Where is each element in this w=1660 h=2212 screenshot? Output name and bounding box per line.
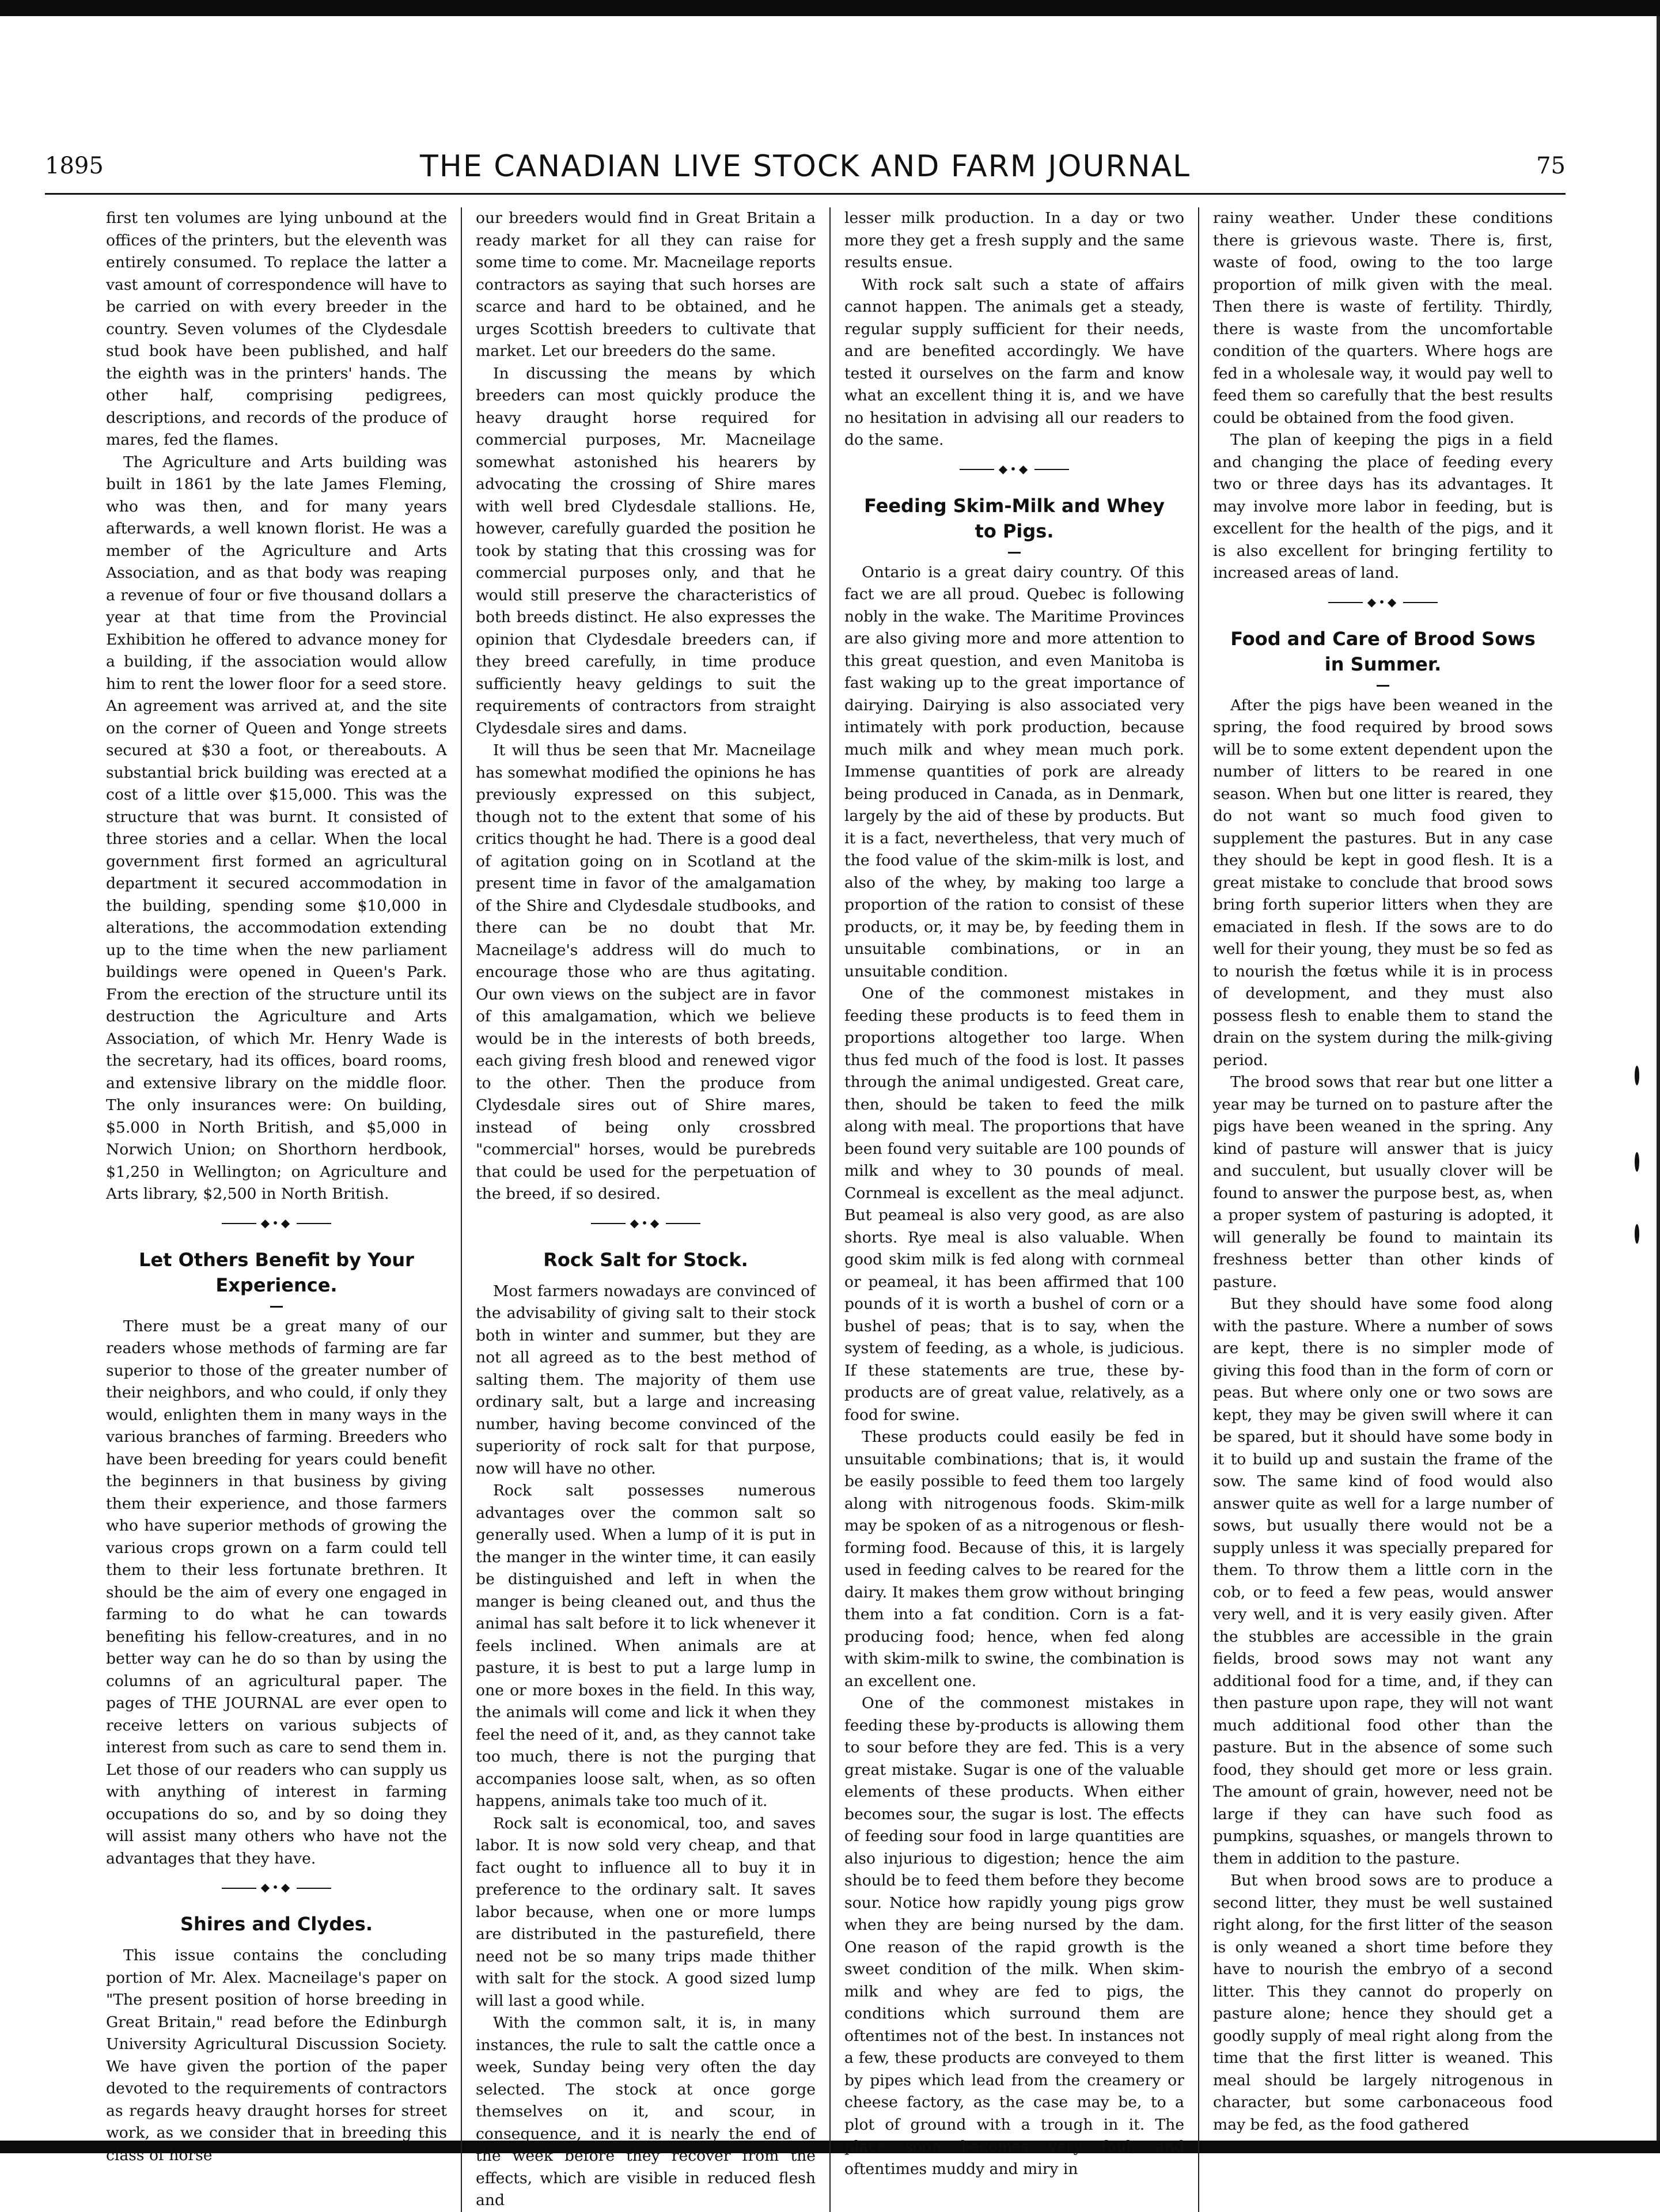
paragraph: It will thus be seen that Mr. Macneilage has somewhat modified the opinions he has previously expressed on this subject, though not to the extent that some of his critics thought he had. There is a good deal of agitation going on in Scotland at the present time in favor of the amalgamation of the Shire and Clydesdale studbooks, and there can be no doubt that Mr. Macneilage's address will do much to encourage those who are thus agitating. Our own views on the subject are in favor of this amalgamation, which we believe would be in the interests of both breeds, each giving fresh blood and renewed vigor to the other. Then the produce from Clydesdale sires out of Shire mares, instead of being only crossbred "commercial" horses, would be purebreds that could be used for the perpetuation of the breed, if so desired. (476, 741, 816, 1203)
section-divider: ◆•◆ (476, 1211, 816, 1234)
page-number: 75 (1536, 153, 1566, 179)
title-underline (1008, 552, 1021, 554)
issue-year: 1895 (45, 153, 104, 179)
section-divider: ◆•◆ (1213, 590, 1553, 613)
paragraph: In discussing the means by which breeders can most quickly produce the heavy draught horse required for commercial purposes, Mr. Macneilage somewhat astonished his hearers by advocating the crossing of Shire mares with well bred Clydesdale stallions. He, however, carefully guarded the position he took by stating that this crossing was for commercial purposes only, and that he would still preserve the characteristics of both breeds distinct. He also expresses the opinion that Clydesdale breeders can, if they breed carefully, in time produce sufficiently heavy geldings to suit the requirements of contractors from straight Clydesdale sires and dams. (476, 364, 816, 737)
page-header (45, 147, 1566, 195)
paragraph: There must be a great many of our readers whose methods of farming are far superior to those of the greater number of their neighbors, and who could, if only they would, enlighten them in many ways in the various branches of farming. Breeders who have been breeding for years could benefit the beginners in that business by giving them their experience, and those farmers who have superior methods of growing the various crops grown on a farm could tell them to their less fortunate brethren. It should be the aim of every one engaged in farming to do what he can towards benefiting his fellow-creatures, and in no better way can he do so than by using the columns of an agricultural paper. The pages of THE JOURNAL are ever open to receive letters on various subjects of interest from such as care to send them in. Let those of our readers who can supply us with anything of interest in farming occupations do so, and by so doing they will assist many others who have not the advantages that they have. (106, 1317, 447, 1868)
paragraph: After the pigs have been weaned in the spring, the food required by brood sows will be to some extent dependent upon the number of litters to be reared in one season. When but one litter is reared, they do not want so much food given to supplement the pastures. But in any case they should be kept in good flesh. It is a great mistake to conclude that brood sows bring forth superior litters when they are emaciated in flesh. If the sows are to do well for their young, they must be so fed as to nourish the fœtus while it is in process of development, and they must also possess flesh to enable them to stand the drain on the system during the milk-giving period. (1213, 696, 1553, 1069)
paragraph: our breeders would find in Great Britain a ready market for all they can raise for some time to come. Mr. Macneilage reports contractors as saying that such horses are scarce and hard to be obtained, and he urges Scottish breeders to cultivate that market. Let our breeders do the same. (476, 209, 816, 360)
paragraph: These products could easily be fed in unsuitable combinations; that is, it would be easily possible to feed them too largely along with nitrogenous foods. Skim-milk may be spoken of as a nitrogenous or flesh-forming food. Because of this, it is largely used in feeding calves to be reared for the dairy. It makes them grow without bringing them into a fat condition. Corn is a fat-producing food; hence, when fed along with skim-milk to swine, the combination is an excellent one. (844, 1428, 1184, 1690)
article-title: Feeding Skim-Milk and Whey to Pigs. (864, 494, 1165, 542)
paragraph: One of the commonest mistakes in feeding these by-products is allowing them to sour before they are fed. This is a very great mistake. Sugar is one of the valuable elements of these products. When either becomes sour, the sugar is lost. The effects of feeding sour food in large quantities are also injurious to digestion; hence the aim should be to feed them before they become sour. Notice how rapidly young pigs grow when they are being nursed by the dam. One reason of the rapid growth is the sweet condition of the milk. When skim-milk and whey are fed to pigs, the conditions which surround them are oftentimes not of the best. In instances not a few, these products are conveyed to them by pipes which lead from the creamery or cheese factory, as the case may be, to a plot of ground with a trough in it. The place soon becomes very foul, and oftentimes muddy and miry in (844, 1694, 1184, 2178)
paragraph: first ten volumes are lying unbound at the offices of the printers, but the eleventh was entirely consumed. To replace the latter a vast amount of correspondence will have to be carried on with every breeder in the country. Seven volumes of the Clydesdale stud book have been published, and half the eighth was in the printers' hands. The other half, comprising pedigrees, descriptions, and records of the produce of mares, fed the flames. (106, 209, 447, 449)
scan-top-border (0, 0, 1660, 16)
column-3 (829, 207, 1198, 2212)
section-divider: ◆•◆ (106, 1211, 447, 1234)
ink-smudge (1635, 1224, 1639, 1244)
title-underline (270, 1306, 283, 1308)
paragraph: The brood sows that rear but one litter a year may be turned on to pasture after the pigs have been weaned in the spring. Any kind of pasture will answer that is juicy and succulent, but usually clover will be found to answer the purpose best, as, when a proper system of pasturing is adopted, it will generally be found to maintain its freshness better than other kinds of pasture. (1213, 1073, 1553, 1291)
article-title: Shires and Clydes. (180, 1913, 373, 1935)
journal-title: THE CANADIAN LIVE STOCK AND FARM JOURNAL (419, 149, 1191, 184)
paragraph: This issue contains the concluding portion of Mr. Alex. Macneilage's paper on "The present position of horse breeding in Great Britain," read before the Edinburgh University Agricultural Discussion Society. We have given the portion of the paper devoted to the requirements of contractors as regards heavy draught horses for street work, as we consider that in breeding this class of horse (106, 1946, 447, 2164)
column-2 (461, 207, 829, 2212)
column-4 (1198, 207, 1567, 2212)
article-title: Food and Care of Brood Sows in Summer. (1230, 627, 1536, 675)
paragraph: lesser milk production. In a day or two more they get a fresh supply and the same results ensue. (844, 209, 1184, 271)
paragraph: The plan of keeping the pigs in a field and changing the place of feeding every two or three days has its advantages. It may involve more labor in feeding, but is excellent for the health of the pigs, and it is also excellent for bringing fertility to increased areas of land. (1213, 431, 1553, 582)
paragraph: But when brood sows are to produce a second litter, they must be well sustained right along, for the first litter of the season is only weaned a short time before they have to nourish the embryo of a second litter. This they cannot do properly on pasture alone; hence they should get a goodly supply of meal right along from the time that the first litter is weaned. This meal should be largely nitrogenous in character, but some carbonaceous food may be fed, as the food gathered (1213, 1872, 1553, 2134)
section-divider: ◆•◆ (844, 457, 1184, 480)
paragraph: Ontario is a great dairy country. Of this fact we are all proud. Quebec is following nobly in the wake. The Maritime Provinces are also giving more and more attention to this great question, and even Manitoba is fast waking up to the great importance of dairying. Dairying is also associated very intimately with pork production, because much milk and whey mean much pork. Immense quantities of pork are already being produced in Canada, as in Denmark, largely by the aid of these by products. But it is a fact, nevertheless, that very much of the food value of the skim-milk is lost, and also of the whey, by making too large a proportion of the ration to consist of these products, or, it may be, by feeding them in unsuitable combinations, or in an unsuitable condition. (844, 563, 1184, 980)
ink-smudge (1635, 1066, 1639, 1085)
title-underline (1377, 685, 1389, 687)
article-title: Let Others Benefit by Your Experience. (139, 1248, 414, 1296)
article-title: Rock Salt for Stock. (543, 1248, 748, 1271)
paragraph: One of the commonest mistakes in feeding these products is to feed them in proportions altogether too large. When thus fed much of the food is lost. It passes through the animal undigested. Great care, then, should be taken to feed the milk along with meal. The proportions that have been found very suitable are 100 pounds of milk and whey to 30 pounds of meal. Cornmeal is excellent as the meal adjunct. But peameal is also very good, as are also shorts. Rye meal is also valuable. When good skim milk is fed along with cornmeal or peameal, it has been affirmed that 100 pounds of it is worth a bushel of corn or a bushel of peas; that is to say, when the system of feeding, as a whole, is judicious. If these statements are true, these by-products are of great value, relatively, as a food for swine. (844, 984, 1184, 1424)
paragraph: The Agriculture and Arts building was built in 1861 by the late James Fleming, who was then, and for many years afterwards, a well known florist. He was a member of the Agriculture and Arts Association, and as that body was reaping a revenue of four or five thousand dollars a year at that time from the Provincial Exhibition he offered to advance money for a building, if the association would allow him to rent the lower floor for a seed store. An agreement was arrived at, and the site on the corner of Queen and Yonge streets secured at $30 a foot, or thereabouts. A substantial brick building was erected at a cost of a little over $15,000. This was the structure that was burnt. It consisted of three stories and a cellar. When the local government first formed an agricultural department it secured accommodation in the building, spending some $10,000 in alterations, the accommodation extending up to the time when the new parliament buildings were opened in Queen's Park. From the erection of the structure until its destruction the Agriculture and Arts Association, of which Mr. Henry Wade is the secretary, had its offices, board rooms, and extensive library on the middle floor. The only insurances were: On building, $5.000 in North British, and $5,000 in Norwich Union; on Shorthorn herdbook, $1,250 in Wellington; on Agriculture and Arts library, $2,500 in North British. (106, 453, 447, 1203)
paragraph: Rock salt is economical, too, and saves labor. It is now sold very cheap, and that fact ought to influence all to buy it in preference to the ordinary salt. It saves labor because, when one or more lumps are distributed in the pasturefield, there need not be so many trips made thither with salt for the stock. A good sized lump will last a good while. (476, 1814, 816, 2010)
paragraph: rainy weather. Under these conditions there is grievous waste. There is, first, waste of food, owing to the too large proportion of milk given with the meal. Then there is waste of fertility. Thirdly, there is waste from the uncomfortable condition of the quarters. Where hogs are fed in a wholesale way, it would pay well to feed them so carefully that the best results could be obtained from the food given. (1213, 209, 1553, 427)
article-columns (92, 207, 1567, 2209)
section-divider: ◆•◆ (106, 1876, 447, 1899)
column-1 (92, 207, 461, 2212)
paragraph: With rock salt such a state of affairs cannot happen. The animals get a steady, regular supply sufficient for their needs, and are benefited accordingly. We have tested it ourselves on the farm and know what an excellent thing it is, and we have no hesitation in advising all our readers to do the same. (844, 275, 1184, 449)
paragraph: With the common salt, it is, in many instances, the rule to salt the cattle once a week, Sunday being very often the day selected. The stock at once gorge themselves on it, and scour, in consequence, and it is nearly the end of the week before they recover from the effects, which are visible in reduced flesh and (476, 2014, 816, 2209)
scan-right-edge (1657, 16, 1660, 2142)
paragraph: But they should have some food along with the pasture. Where a number of sows are kept, there is no simpler mode of giving this food than in the form of corn or peas. But where only one or two sows are kept, they may be given swill where it can be spared, but it should have some body in it to build up and sustain the frame of the sow. The same kind of food would also answer quite as well for a large number of sows, but usually there would not be a supply unless it was specially prepared for them. To throw them a little corn in the cob, or to feed a few peas, would answer very well, and it is very easily given. After the stubbles are accessible in the grain fields, brood sows may not want any additional food for a time, and, if they can then pasture upon rape, they will not want much additional food other than the pasture. But in the absence of some such food, they should get more or less grain. The amount of grain, however, need not be large if they can have such food as pumpkins, squashes, or mangels thrown to them in addition to the pasture. (1213, 1295, 1553, 1868)
ink-smudge (1635, 1152, 1639, 1172)
paragraph: Most farmers nowadays are convinced of the advisability of giving salt to their stock both in winter and summer, but they are not all agreed as to the best method of salting them. The majority of them use ordinary salt, but a large and increasing number, having become convinced of the superiority of rock salt for that purpose, now will have no other. (476, 1282, 816, 1478)
paragraph: Rock salt possesses numerous advantages over the common salt so generally used. When a lump of it is put in the manger in the winter time, it can easily be distinguished and left in when the manger is being cleaned out, and thus the animal has salt before it to lick whenever it feels inclined. When animals are at pasture, it is best to put a large lump in one or more boxes in the field. In this way, the animals will come and lick it when they feel the need of it, and, as they cannot take too much, there is not the purging that accompanies loose salt, when, as so often happens, animals take too much of it. (476, 1482, 816, 1810)
